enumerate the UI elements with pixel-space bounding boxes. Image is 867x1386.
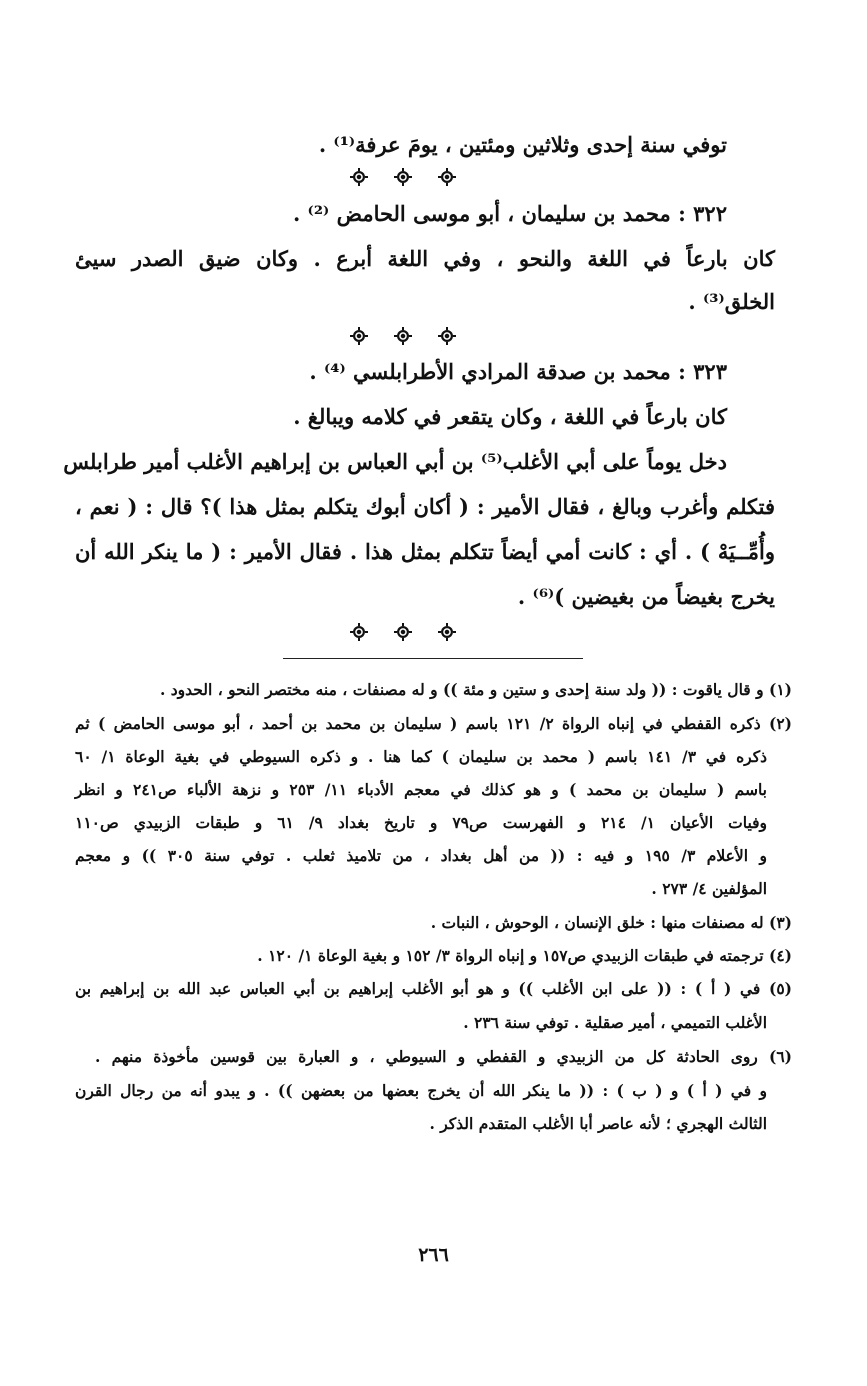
footnote-5-line-1: (٥) في ( أ ) : (( على ابن الأغلب )) و هو أبو الأغلب إبراهيم بن أبي العباس عبد الله بن إبراهيم بن (75, 979, 792, 998)
body-line-7: دخل يوماً على أبي الأغلب⁽⁵⁾ بن أبي العباس بن إبراهيم الأغلب أمير طرابلس (63, 449, 727, 474)
section-separator-1 (350, 168, 456, 186)
footnote-6-line-3: الثالث الهجري ؛ لأنه عاصر أبا الأغلب المتقدم الذكر . (429, 1114, 767, 1133)
ornament-star-icon (438, 168, 456, 186)
body-line-1: توفي سنة إحدى وثلاثين ومئتين ، يومَ عرفة⁽¹⁾ . (318, 132, 727, 157)
footnote-2-line-2: ذكره في ٣/ ١٤١ باسم ( محمد بن سليمان ) كما هنا . و ذكره السيوطي في بغية الوعاة ١/ ٦٠ (75, 747, 768, 766)
footnote-2-line-3: باسم ( سليمان بن محمد ) و هو كذلك في معجم الأدباء ١١/ ٢٥٣ و نزهة الألباء ص٢٤١ و انظر (75, 780, 767, 799)
body-line-10: يخرج بغيضاً من بغيضين )⁽⁶⁾ . (517, 584, 775, 609)
ornament-star-icon (350, 327, 368, 345)
ornament-star-icon (438, 623, 456, 641)
entry-heading-322: ٣٢٢ : محمد بن سليمان ، أبو موسى الحامض ⁽²⁾ . (292, 201, 727, 226)
ornament-star-icon (438, 327, 456, 345)
ornament-star-icon (350, 623, 368, 641)
ornament-star-icon (394, 623, 412, 641)
section-separator-3 (350, 623, 456, 641)
footnote-2-line-4: وفيات الأعيان ١/ ٢١٤ و الفهرست ص٧٩ و تاريخ بغداد ٩/ ٦١ و طبقات الزبيدي ص١١٠ (75, 813, 768, 832)
footnote-3: (٣) له مصنفات منها : خلق الإنسان ، الوحوش ، النبات . (430, 913, 792, 932)
body-line-9: وأُمِّــيَهْ ) . أي : كانت أمي أيضاً تتكلم بمثل هذا . فقال الأمير : ( ما ينكر الله أن (75, 539, 775, 564)
footnote-2-line-5: و الأعلام ٣/ ١٩٥ و فيه : (( من أهل بغداد ، من تلاميذ ثعلب . توفي سنة ٣٠٥ )) و معجم (75, 846, 767, 865)
footnote-2-line-6: المؤلفين ٤/ ٢٧٣ . (651, 879, 767, 898)
body-line-4: الخلق⁽³⁾ . (688, 289, 775, 314)
ornament-star-icon (394, 168, 412, 186)
body-line-3: كان بارعاً في اللغة والنحو ، وفي اللغة أبرع . وكان ضيق الصدر سيئ (75, 246, 775, 271)
ornament-star-icon (394, 327, 412, 345)
footnote-5-line-2: الأغلب التميمي ، أمير صقلية . توفي سنة ٢٣٦ . (463, 1013, 767, 1032)
entry-heading-323: ٣٢٣ : محمد بن صدقة المرادي الأطرابلسي ⁽⁴⁾ . (309, 359, 727, 384)
section-separator-2 (350, 327, 456, 345)
footnote-1: (١) و قال ياقوت : (( ولد سنة إحدى و ستين و مئة )) و له مصنفات ، منه مختصر النحو ، الحدود . (159, 680, 792, 699)
footnote-2-line-1: (٢) ذكره القفطي في إنباه الرواة ٢/ ١٢١ باسم ( سليمان بن محمد بن أحمد ، أبو موسى الحامض ) ثم (75, 714, 792, 733)
body-line-8: فتكلم وأغرب وبالغ ، فقال الأمير : ( أكان أبوك يتكلم بمثل هذا )؟ قال : ( نعم ، (75, 494, 775, 519)
footnote-4: (٤) ترجمته في طبقات الزبيدي ص١٥٧ و إنباه الرواة ٣/ ١٥٢ و بغية الوعاة ١/ ١٢٠ . (257, 946, 792, 965)
ornament-star-icon (350, 168, 368, 186)
page-number: ٢٦٦ (418, 1244, 449, 1266)
body-line-6: كان بارعاً في اللغة ، وكان يتقعر في كلامه ويبالغ . (293, 404, 727, 429)
footnote-divider (283, 658, 583, 659)
footnote-6-line-2: و في ( أ ) و ( ب ) : (( ما ينكر الله أن يخرج بعضها من بعضهن )) . و يبدو أنه من رجال القرن (75, 1081, 767, 1100)
footnote-6-line-1: (٦) روى الحادثة كل من الزبيدي و القفطي و السيوطي ، و العبارة بين قوسين مأخوذة منهم . (95, 1047, 792, 1066)
